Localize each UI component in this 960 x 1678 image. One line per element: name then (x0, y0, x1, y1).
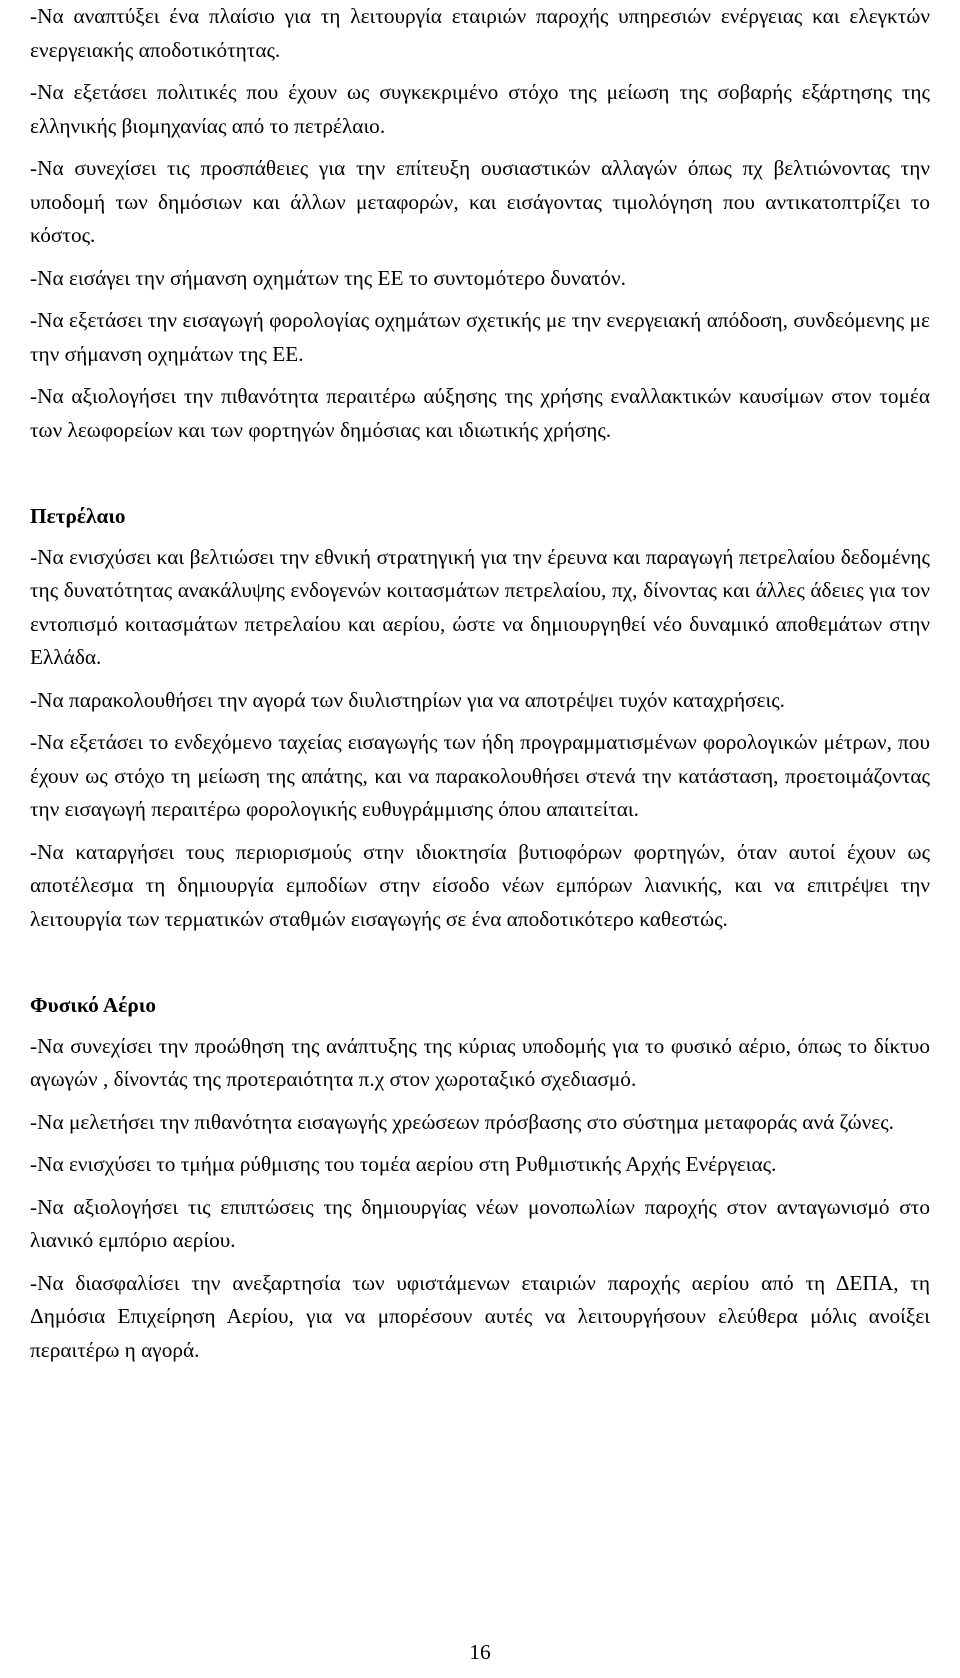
paragraph-depa-independence: -Να διασφαλίσει την ανεξαρτησία των υφιστάμενων εταιριών παροχής αερίου από τη ΔΕΠΑ, τη Δημόσια Επιχείρηση Αερίου, για να μπορέσουν αυτές να λειτουργήσουν ελεύθερα μόλις ανοίξει περαιτέρω η αγορά. (30, 1270, 930, 1362)
section-spacer (30, 945, 930, 989)
page-number: 16 (469, 1640, 491, 1664)
document-body (30, 0, 930, 1376)
paragraph-access-charges: -Να μελετήσει την πιθανότητα εισαγωγής χρεώσεων πρόσβασης στο σύστημα μεταφοράς ανά ζώνες. (30, 1109, 894, 1134)
paragraph-refinery-market: -Να παρακολουθήσει την αγορά των διυλιστηρίων για να αποτρέψει τυχόν καταχρήσεις. (30, 687, 785, 712)
paragraph-tanker-restrictions: -Να καταργήσει τους περιορισμούς στην ιδιοκτησία βυτιοφόρων φορτηγών, όταν αυτοί έχουν ως αποτέλεσμα τη δημιουργία εμποδίων στην είσοδο νέων εμπόρων λιανικής, και να επιτρέψει την λειτουργία των τερματικών σταθμών εισαγωγής σε ένα αποδοτικότερο καθεστώς. (30, 839, 930, 931)
paragraph-regulatory-authority: -Να ενισχύσει το τμήμα ρύθμισης του τομέα αερίου στη Ρυθμιστικής Αρχής Ενέργειας. (30, 1152, 777, 1176)
paragraph-tax-measures: -Να εξετάσει το ενδεχόμενο ταχείας εισαγωγής των ήδη προγραμματισμένων φορολογικών μέτρων, που έχουν ως στόχο τη μείωση της απάτης, και να παρακολουθήσει στενά την κατάσταση, προετοιμάζοντας την εισαγωγή περαιτέρω φορολογικής ευθυγράμμισης όπου απαιτείται. (30, 730, 930, 821)
paragraph-alternative-fuels: -Να αξιολογήσει την πιθανότητα περαιτέρω αύξησης της χρήσης εναλλακτικών καυσίμων στον τομέα των λεωφορείων και των φορτηγών δημόσιας και ιδιωτικής χρήσης. (30, 384, 930, 442)
paragraph-vehicle-taxation: -Να εξετάσει την εισαγωγή φορολογίας οχημάτων σχετικής με την ενεργειακή απόδοση, συνδεόμενης με την σήμανση οχημάτων της ΕΕ. (30, 308, 930, 366)
paragraph-oil-dependence: -Να εξετάσει πολιτικές που έχουν ως συγκεκριμένο στόχο της μείωση της σοβαρής εξάρτησης της ελληνικής βιομηχανίας από το πετρέλαιο. (30, 80, 930, 138)
paragraph-new-monopolies: -Να αξιολογήσει τις επιπτώσεις της δημιουργίας νέων μονοπωλίων παροχής στον ανταγωνισμό στο λιανικό εμπόριο αερίου. (30, 1194, 930, 1252)
section-heading-oil: Πετρέλαιο (30, 504, 126, 528)
paragraph-oil-strategy: -Να ενισχύσει και βελτιώσει την εθνική στρατηγική για την έρευνα και παραγωγή πετρελαίου δεδομένης της δυνατότητας ανακάλυψης ενδογενών κοιτασμάτων πετρελαίου, πχ, δίνοντας και άλλες άδειες για τον εντοπισμό κοιτασμάτων πετρελαίου και αερίου, ώστε να δημιουργηθεί νέο δυναμικό αποθεμάτων στην Ελλάδα. (30, 544, 930, 669)
section-heading-natural-gas: Φυσικό Αέριο (30, 993, 157, 1017)
section-spacer (30, 456, 930, 500)
paragraph-transport-changes: -Να συνεχίσει τις προσπάθειες για την επίτευξη ουσιαστικών αλλαγών όπως πχ βελτιώνοντας την υποδομή των δημόσιων και άλλων μεταφορών, και εισάγοντας τιμολόγηση που αντικατοπτρίζει το κόστος. (30, 156, 930, 247)
paragraph-vehicle-labelling: -Να εισάγει την σήμανση οχημάτων της ΕΕ το συντομότερο δυνατόν. (30, 265, 626, 290)
paragraph-esco-framework: -Να αναπτύξει ένα πλαίσιο για τη λειτουργία εταιριών παροχής υπηρεσιών ενέργειας και ελεγκτών ενεργειακής αποδοτικότητας. (30, 4, 930, 62)
paragraph-gas-infrastructure: -Να συνεχίσει την προώθηση της ανάπτυξης της κύριας υποδομής για το φυσικό αέριο, όπως το δίκτυο αγωγών , δίνοντάς της προτεραιότητα π.χ στον χωροταξικό σχεδιασμό. (30, 1033, 930, 1091)
